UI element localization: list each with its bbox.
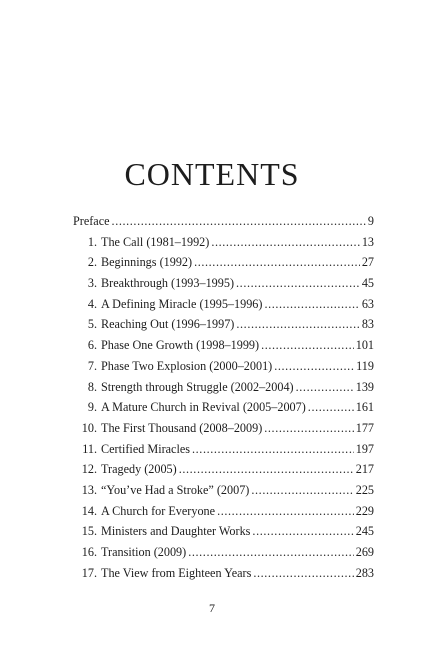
toc-entry-number: 12.	[81, 462, 97, 477]
toc-leader-dots	[112, 211, 366, 232]
toc-leader-dots	[188, 542, 354, 563]
toc-entry-chapter	[73, 294, 374, 315]
toc-entry-number: 3.	[87, 276, 97, 291]
toc-leader-dots	[264, 418, 353, 439]
toc-entry-page: 245	[355, 524, 374, 539]
toc-entry-page: 197	[355, 441, 374, 456]
toc-entry-title: The Call (1981–1992)	[101, 234, 210, 249]
toc-entry-number: 1.	[87, 234, 97, 249]
toc-entry-chapter	[73, 232, 374, 253]
toc-entry-title: Certified Miracles	[101, 441, 191, 456]
toc-entry-page: 139	[355, 379, 374, 394]
toc-entry-number: 2.	[87, 255, 97, 270]
toc-entry-number: 6.	[87, 338, 97, 353]
toc-entry-number: 7.	[87, 358, 97, 373]
toc-leader-dots	[274, 356, 354, 377]
toc-leader-dots	[236, 314, 359, 335]
toc-entry-number: 13.	[81, 482, 97, 497]
toc-leader-dots	[252, 521, 353, 542]
toc-entry-page: 9	[367, 214, 374, 228]
toc-entry-chapter	[73, 356, 374, 377]
toc-entry-chapter	[73, 335, 374, 356]
toc-entry-number: 8.	[87, 379, 97, 394]
toc-entry-number: 11.	[82, 441, 97, 456]
toc-entry-title: Beginnings (1992)	[101, 255, 193, 270]
toc-entry-title: The View from Eighteen Years	[101, 565, 252, 580]
toc-leader-dots	[251, 480, 353, 501]
toc-entry-title: Phase One Growth (1998–1999)	[101, 338, 260, 353]
toc-entry-title: Ministers and Daughter Works	[101, 524, 251, 539]
toc-entry-page: 101	[355, 338, 374, 353]
toc-leader-dots	[194, 252, 360, 273]
toc-entry-number: 10.	[81, 420, 97, 435]
toc-entry-number: 16.	[81, 545, 97, 559]
toc-leader-dots	[261, 335, 354, 356]
toc-entry-chapter	[73, 563, 374, 584]
toc-entry-page: 63	[361, 296, 374, 311]
toc-leader-dots	[236, 273, 360, 294]
toc-entry-page: 177	[355, 420, 374, 435]
toc-leader-dots	[308, 397, 354, 418]
toc-entry-number: 4.	[87, 296, 97, 311]
toc-entry-page: 13	[361, 234, 374, 249]
toc-leader-dots	[264, 294, 359, 315]
toc-entry-chapter	[73, 439, 374, 460]
toc-entry-title: A Mature Church in Revival (2005–2007)	[101, 400, 306, 415]
toc-entry-title: “You’ve Had a Stroke” (2007)	[101, 482, 250, 497]
toc-entry-title: Strength through Struggle (2002–2004)	[101, 379, 294, 394]
toc-entry-chapter	[73, 542, 374, 563]
toc-entry-chapter	[73, 273, 374, 294]
toc-entry-title: Preface	[73, 214, 110, 228]
toc-entry-title: Phase Two Explosion (2000–2001)	[101, 358, 273, 373]
toc-entry-page: 283	[355, 565, 374, 580]
toc-entry-page: 161	[355, 400, 374, 415]
toc-entry-page: 45	[361, 276, 374, 291]
toc-entry-page: 83	[361, 317, 374, 332]
toc-entry-title: A Defining Miracle (1995–1996)	[101, 296, 263, 311]
toc-leader-dots	[253, 563, 353, 584]
toc-entry-chapter	[73, 501, 374, 522]
toc-entry-number: 5.	[87, 317, 97, 332]
toc-entry-chapter	[73, 459, 374, 480]
page-title: CONTENTS	[124, 156, 300, 192]
toc-entry-page: 217	[355, 462, 374, 477]
toc-entry-page: 27	[361, 255, 374, 270]
toc-entry-chapter	[73, 521, 374, 542]
toc-entry-number: 17.	[81, 565, 97, 580]
toc-entry-preface	[73, 211, 374, 232]
toc-chapter-list	[73, 232, 374, 584]
toc-entry-number: 9.	[87, 400, 97, 415]
toc-entry-chapter	[73, 377, 374, 398]
toc-entry-chapter	[73, 418, 374, 439]
toc-entry-title: A Church for Everyone	[101, 503, 216, 518]
toc-entry-title: Transition (2009)	[101, 545, 187, 559]
toc-entry-page: 225	[355, 482, 374, 497]
table-of-contents	[73, 211, 374, 583]
toc-leader-dots	[211, 232, 359, 253]
toc-entry-chapter	[73, 252, 374, 273]
toc-entry-chapter	[73, 480, 374, 501]
toc-leader-dots	[217, 501, 354, 522]
toc-entry-title: Reaching Out (1996–1997)	[101, 317, 235, 332]
toc-entry-chapter	[73, 314, 374, 335]
toc-entry-page: 269	[355, 545, 374, 559]
toc-entry-number: 14.	[81, 503, 97, 518]
toc-leader-dots	[179, 459, 354, 480]
toc-entry-title: Tragedy (2005)	[101, 462, 177, 477]
toc-entry-title: The First Thousand (2008–2009)	[101, 420, 263, 435]
toc-entry-page: 229	[355, 503, 374, 518]
toc-leader-dots	[296, 377, 354, 398]
toc-leader-dots	[192, 439, 354, 460]
page-number: 7	[209, 601, 215, 615]
toc-entry-number: 15.	[81, 524, 97, 539]
toc-entry-title: Breakthrough (1993–1995)	[101, 276, 235, 291]
toc-entry-chapter	[73, 397, 374, 418]
toc-entry-page: 119	[356, 358, 374, 373]
